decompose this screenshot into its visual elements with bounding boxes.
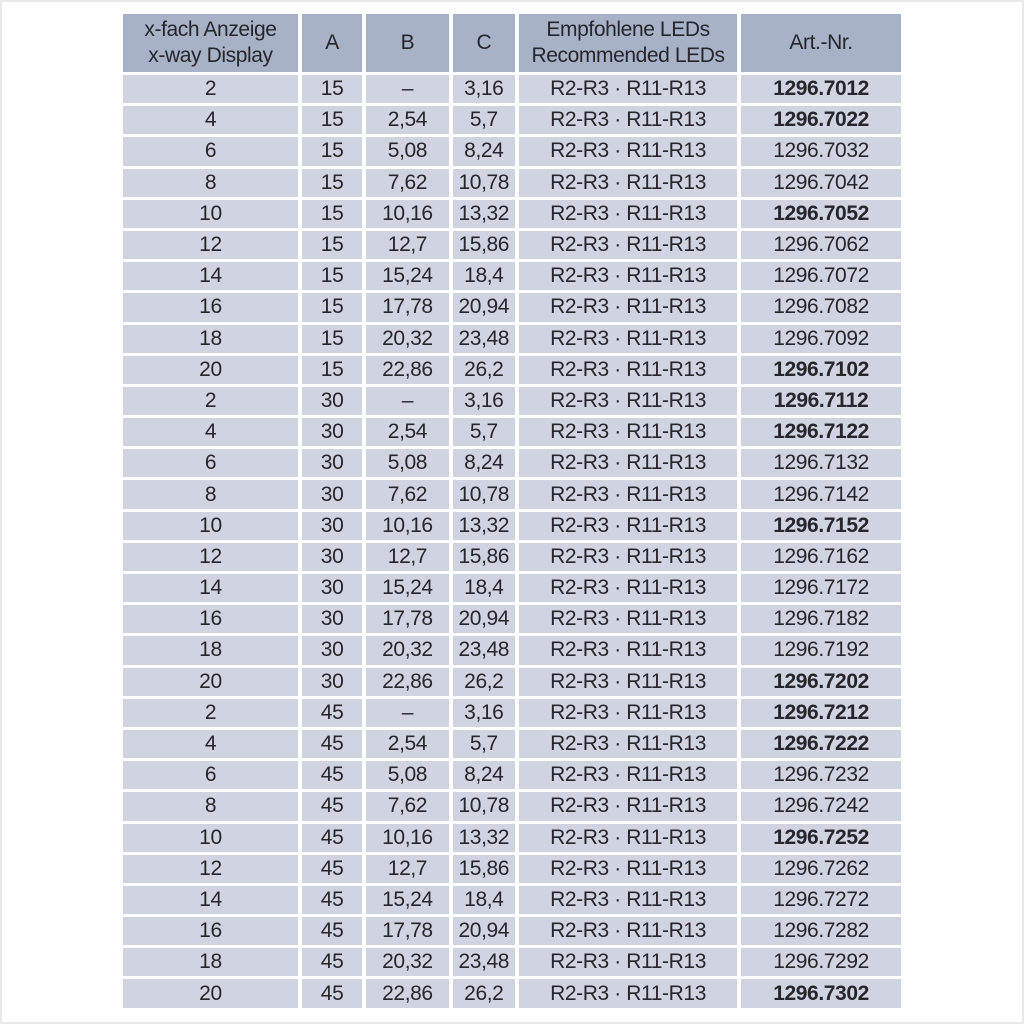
cell-art-nr: 1296.7232 (741, 761, 901, 789)
table-row (123, 886, 901, 914)
cell-a: 45 (302, 824, 362, 852)
cell-recommended-leds: R2-R3 · R11-R13 (519, 512, 737, 540)
table-row (123, 169, 901, 197)
cell-display-count: 6 (123, 449, 298, 477)
table-row (123, 262, 901, 290)
cell-c: 8,24 (453, 449, 515, 477)
header-row (123, 14, 901, 72)
cell-c: 3,16 (453, 699, 515, 727)
cell-b: 15,24 (366, 886, 448, 914)
cell-recommended-leds: R2-R3 · R11-R13 (519, 636, 737, 664)
cell-display-count: 16 (123, 293, 298, 321)
cell-c: 13,32 (453, 512, 515, 540)
cell-b: – (366, 699, 448, 727)
table-row (123, 200, 901, 228)
cell-display-count: 18 (123, 636, 298, 664)
cell-display-count: 10 (123, 824, 298, 852)
cell-a: 30 (302, 449, 362, 477)
table-row (123, 605, 901, 633)
cell-recommended-leds: R2-R3 · R11-R13 (519, 824, 737, 852)
cell-art-nr: 1296.7032 (741, 137, 901, 165)
cell-display-count: 2 (123, 75, 298, 103)
cell-b: 2,54 (366, 418, 448, 446)
cell-recommended-leds: R2-R3 · R11-R13 (519, 543, 737, 571)
table-header (123, 14, 901, 72)
cell-display-count: 14 (123, 262, 298, 290)
cell-display-count: 8 (123, 480, 298, 508)
cell-recommended-leds: R2-R3 · R11-R13 (519, 979, 737, 1007)
table-row (123, 574, 901, 602)
cell-a: 30 (302, 636, 362, 664)
cell-art-nr: 1296.7062 (741, 231, 901, 259)
cell-recommended-leds: R2-R3 · R11-R13 (519, 325, 737, 353)
table-row (123, 948, 901, 976)
table-row (123, 106, 901, 134)
cell-a: 30 (302, 543, 362, 571)
cell-c: 23,48 (453, 636, 515, 664)
cell-a: 30 (302, 605, 362, 633)
cell-recommended-leds: R2-R3 · R11-R13 (519, 761, 737, 789)
cell-recommended-leds: R2-R3 · R11-R13 (519, 200, 737, 228)
cell-b: 5,08 (366, 449, 448, 477)
table-row (123, 699, 901, 727)
cell-display-count: 6 (123, 137, 298, 165)
cell-b: 22,86 (366, 668, 448, 696)
cell-a: 45 (302, 792, 362, 820)
cell-c: 26,2 (453, 979, 515, 1007)
cell-display-count: 4 (123, 418, 298, 446)
cell-art-nr: 1296.7242 (741, 792, 901, 820)
cell-display-count: 20 (123, 356, 298, 384)
cell-display-count: 2 (123, 699, 298, 727)
cell-a: 45 (302, 761, 362, 789)
cell-c: 10,78 (453, 792, 515, 820)
cell-recommended-leds: R2-R3 · R11-R13 (519, 886, 737, 914)
header-art-nr: Art.-Nr. (741, 14, 901, 72)
table-row (123, 668, 901, 696)
cell-display-count: 20 (123, 979, 298, 1007)
cell-b: 5,08 (366, 137, 448, 165)
cell-a: 15 (302, 106, 362, 134)
cell-b: 12,7 (366, 543, 448, 571)
cell-recommended-leds: R2-R3 · R11-R13 (519, 480, 737, 508)
cell-b: 7,62 (366, 480, 448, 508)
cell-b: 12,7 (366, 231, 448, 259)
table-row (123, 761, 901, 789)
cell-c: 23,48 (453, 948, 515, 976)
cell-c: 26,2 (453, 356, 515, 384)
table-row (123, 730, 901, 758)
cell-a: 15 (302, 325, 362, 353)
cell-display-count: 18 (123, 325, 298, 353)
cell-recommended-leds: R2-R3 · R11-R13 (519, 169, 737, 197)
cell-art-nr: 1296.7072 (741, 262, 901, 290)
cell-display-count: 18 (123, 948, 298, 976)
cell-c: 18,4 (453, 574, 515, 602)
cell-a: 30 (302, 668, 362, 696)
cell-display-count: 16 (123, 605, 298, 633)
cell-c: 23,48 (453, 325, 515, 353)
cell-display-count: 14 (123, 574, 298, 602)
table-row (123, 979, 901, 1007)
cell-c: 3,16 (453, 387, 515, 415)
table-row (123, 543, 901, 571)
cell-c: 18,4 (453, 262, 515, 290)
cell-b: 15,24 (366, 574, 448, 602)
cell-b: 17,78 (366, 917, 448, 945)
cell-c: 15,86 (453, 855, 515, 883)
header-display-en: x-way Display (148, 44, 273, 67)
table-row (123, 480, 901, 508)
cell-c: 15,86 (453, 543, 515, 571)
cell-b: – (366, 75, 448, 103)
table-body (123, 75, 901, 1008)
header-c: C (453, 14, 515, 72)
cell-a: 15 (302, 293, 362, 321)
cell-b: 22,86 (366, 979, 448, 1007)
cell-a: 15 (302, 75, 362, 103)
cell-a: 45 (302, 699, 362, 727)
table-row (123, 512, 901, 540)
cell-recommended-leds: R2-R3 · R11-R13 (519, 699, 737, 727)
cell-a: 15 (302, 169, 362, 197)
cell-a: 30 (302, 418, 362, 446)
cell-art-nr: 1296.7042 (741, 169, 901, 197)
header-display (123, 14, 298, 72)
cell-display-count: 6 (123, 761, 298, 789)
cell-recommended-leds: R2-R3 · R11-R13 (519, 106, 737, 134)
cell-a: 15 (302, 356, 362, 384)
cell-recommended-leds: R2-R3 · R11-R13 (519, 948, 737, 976)
cell-a: 45 (302, 886, 362, 914)
cell-display-count: 8 (123, 792, 298, 820)
cell-display-count: 4 (123, 730, 298, 758)
table-row (123, 231, 901, 259)
cell-c: 18,4 (453, 886, 515, 914)
cell-art-nr: 1296.7262 (741, 855, 901, 883)
cell-recommended-leds: R2-R3 · R11-R13 (519, 449, 737, 477)
cell-a: 45 (302, 948, 362, 976)
table-row (123, 855, 901, 883)
cell-b: 7,62 (366, 792, 448, 820)
cell-art-nr: 1296.7202 (741, 668, 901, 696)
cell-c: 13,32 (453, 824, 515, 852)
cell-a: 15 (302, 137, 362, 165)
cell-b: 10,16 (366, 512, 448, 540)
cell-a: 15 (302, 262, 362, 290)
cell-b: 22,86 (366, 356, 448, 384)
cell-c: 8,24 (453, 761, 515, 789)
table-row (123, 792, 901, 820)
cell-a: 30 (302, 387, 362, 415)
table-row (123, 449, 901, 477)
cell-art-nr: 1296.7182 (741, 605, 901, 633)
cell-a: 45 (302, 917, 362, 945)
cell-b: 12,7 (366, 855, 448, 883)
table-row (123, 293, 901, 321)
table-row (123, 917, 901, 945)
cell-art-nr: 1296.7022 (741, 106, 901, 134)
cell-recommended-leds: R2-R3 · R11-R13 (519, 574, 737, 602)
cell-b: 7,62 (366, 169, 448, 197)
cell-display-count: 12 (123, 231, 298, 259)
cell-b: 2,54 (366, 106, 448, 134)
cell-a: 30 (302, 574, 362, 602)
header-leds-en: Recommended LEDs (531, 44, 725, 67)
cell-recommended-leds: R2-R3 · R11-R13 (519, 418, 737, 446)
cell-display-count: 14 (123, 886, 298, 914)
cell-recommended-leds: R2-R3 · R11-R13 (519, 730, 737, 758)
cell-display-count: 16 (123, 917, 298, 945)
cell-art-nr: 1296.7082 (741, 293, 901, 321)
cell-art-nr: 1296.7132 (741, 449, 901, 477)
cell-b: 10,16 (366, 824, 448, 852)
cell-c: 15,86 (453, 231, 515, 259)
cell-a: 45 (302, 855, 362, 883)
cell-display-count: 8 (123, 169, 298, 197)
header-display-de: x-fach Anzeige (144, 18, 277, 42)
cell-art-nr: 1296.7292 (741, 948, 901, 976)
cell-art-nr: 1296.7302 (741, 979, 901, 1007)
cell-display-count: 4 (123, 106, 298, 134)
cell-b: 20,32 (366, 325, 448, 353)
cell-recommended-leds: R2-R3 · R11-R13 (519, 356, 737, 384)
cell-art-nr: 1296.7172 (741, 574, 901, 602)
cell-art-nr: 1296.7192 (741, 636, 901, 664)
cell-b: 15,24 (366, 262, 448, 290)
cell-art-nr: 1296.7092 (741, 325, 901, 353)
cell-art-nr: 1296.7222 (741, 730, 901, 758)
cell-b: 20,32 (366, 948, 448, 976)
cell-display-count: 10 (123, 200, 298, 228)
cell-a: 15 (302, 231, 362, 259)
table-row (123, 75, 901, 103)
header-leds (519, 14, 737, 72)
cell-b: 20,32 (366, 636, 448, 664)
cell-a: 45 (302, 730, 362, 758)
cell-recommended-leds: R2-R3 · R11-R13 (519, 75, 737, 103)
cell-c: 3,16 (453, 75, 515, 103)
cell-art-nr: 1296.7052 (741, 200, 901, 228)
cell-c: 20,94 (453, 917, 515, 945)
cell-recommended-leds: R2-R3 · R11-R13 (519, 231, 737, 259)
cell-b: 17,78 (366, 293, 448, 321)
cell-a: 15 (302, 200, 362, 228)
cell-art-nr: 1296.7252 (741, 824, 901, 852)
cell-art-nr: 1296.7112 (741, 387, 901, 415)
cell-recommended-leds: R2-R3 · R11-R13 (519, 792, 737, 820)
table-row (123, 325, 901, 353)
cell-c: 26,2 (453, 668, 515, 696)
table-row (123, 824, 901, 852)
cell-b: 10,16 (366, 200, 448, 228)
cell-display-count: 2 (123, 387, 298, 415)
cell-art-nr: 1296.7152 (741, 512, 901, 540)
cell-b: 5,08 (366, 761, 448, 789)
cell-c: 5,7 (453, 106, 515, 134)
header-b: B (366, 14, 448, 72)
cell-c: 5,7 (453, 418, 515, 446)
table-row (123, 636, 901, 664)
cell-art-nr: 1296.7012 (741, 75, 901, 103)
cell-b: 17,78 (366, 605, 448, 633)
cell-c: 13,32 (453, 200, 515, 228)
cell-display-count: 10 (123, 512, 298, 540)
table-row (123, 356, 901, 384)
cell-art-nr: 1296.7272 (741, 886, 901, 914)
cell-art-nr: 1296.7212 (741, 699, 901, 727)
table-row (123, 418, 901, 446)
cell-display-count: 20 (123, 668, 298, 696)
cell-a: 45 (302, 979, 362, 1007)
cell-a: 30 (302, 480, 362, 508)
cell-b: 2,54 (366, 730, 448, 758)
cell-recommended-leds: R2-R3 · R11-R13 (519, 668, 737, 696)
cell-recommended-leds: R2-R3 · R11-R13 (519, 262, 737, 290)
cell-recommended-leds: R2-R3 · R11-R13 (519, 855, 737, 883)
cell-art-nr: 1296.7282 (741, 917, 901, 945)
cell-recommended-leds: R2-R3 · R11-R13 (519, 387, 737, 415)
cell-c: 10,78 (453, 169, 515, 197)
cell-art-nr: 1296.7142 (741, 480, 901, 508)
header-leds-de: Empfohlene LEDs (546, 18, 710, 42)
cell-art-nr: 1296.7102 (741, 356, 901, 384)
cell-display-count: 12 (123, 855, 298, 883)
header-a: A (302, 14, 362, 72)
cell-recommended-leds: R2-R3 · R11-R13 (519, 293, 737, 321)
cell-recommended-leds: R2-R3 · R11-R13 (519, 605, 737, 633)
cell-c: 10,78 (453, 480, 515, 508)
product-table (119, 11, 905, 1011)
cell-recommended-leds: R2-R3 · R11-R13 (519, 137, 737, 165)
cell-b: – (366, 387, 448, 415)
table-row (123, 137, 901, 165)
cell-display-count: 12 (123, 543, 298, 571)
cell-c: 20,94 (453, 293, 515, 321)
cell-c: 5,7 (453, 730, 515, 758)
cell-a: 30 (302, 512, 362, 540)
cell-art-nr: 1296.7122 (741, 418, 901, 446)
table-row (123, 387, 901, 415)
cell-recommended-leds: R2-R3 · R11-R13 (519, 917, 737, 945)
cell-c: 20,94 (453, 605, 515, 633)
cell-c: 8,24 (453, 137, 515, 165)
cell-art-nr: 1296.7162 (741, 543, 901, 571)
